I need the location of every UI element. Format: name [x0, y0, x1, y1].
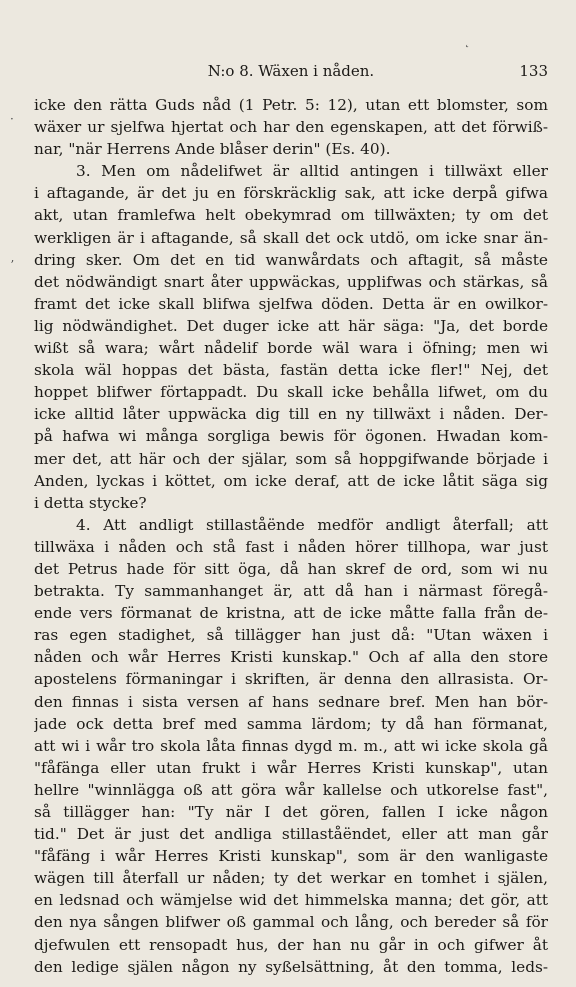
text-line: hoppet blifwer förtappadt. Du skall icke behålla lifwet, om du	[34, 383, 548, 402]
text-line: lig nödwändighet. Det duger icke att här säga: "Ja, det borde	[34, 316, 548, 335]
text-line: wäxer ur sjelfwa hjertat och har den egenskapen, att det förwiß-	[34, 118, 548, 137]
text-line: djefwulen ett rensopadt hus, der han nu går in och gifwer åt	[34, 935, 548, 954]
text-line: att wi i wår tro skola låta finnas dygd m. m., att wi icke skola gå	[34, 736, 548, 755]
text-line: den finnas i sista versen af hans sednare bref. Men han bör-	[34, 692, 548, 711]
text-line: jade ock detta bref med samma lärdom; ty då han förmanat,	[34, 714, 548, 733]
text-line: wißt så wara; wårt nådelif borde wäl wara i öfning; men wi	[34, 339, 548, 358]
text-line: Anden, lyckas i köttet, om icke deraf, att de icke låtit säga sig	[34, 471, 548, 490]
text-line: wägen till återfall ur nåden; ty det werkar en tomhet i själen,	[34, 869, 548, 888]
text-line: i aftagande, är det ju en förskräcklig sak, att icke derpå gifwa	[34, 184, 548, 203]
text-line: "fåfäng i wår Herres Kristi kunskap", som är den wanligaste	[34, 847, 548, 866]
text-line: det Petrus hade för sitt öga, då han skref de ord, som wi nu	[34, 559, 548, 578]
running-header	[34, 62, 548, 86]
text-line: tillwäxa i nåden och stå fast i nåden hörer tillhopa, war just	[34, 537, 548, 556]
text-line: tid." Det är just det andliga stillaståëndet, eller att man går	[34, 825, 548, 844]
text-line: icke alltid låter uppwäcka dig till en ny tillwäxt i nåden. Der-	[34, 405, 548, 424]
text-line: mer det, att här och der själar, som så hoppgifwande började i	[34, 449, 548, 468]
margin-speck: ·	[10, 112, 14, 126]
text-line: nåden och wår Herres Kristi kunskap." Och af alla den store	[34, 648, 548, 667]
text-line: "fåfänga eller utan frukt i wår Herres Kristi kunskap", utan	[34, 758, 548, 777]
margin-speck: ˛	[464, 34, 470, 48]
running-title: N:o 8. Wäxen i nåden.	[207, 62, 375, 80]
text-line: en ledsnad och wämjelse wid det himmelska manna; det gör, att	[34, 891, 548, 910]
text-line: werkligen är i aftagande, så skall det ock utdö, om icke snar än-	[34, 228, 548, 247]
text-line: hellre "winnlägga oß att göra wår kallelse och utkorelse fast",	[34, 780, 548, 799]
text-line: akt, utan framlefwa helt obekymrad om tillwäxten; ty om det	[34, 206, 548, 225]
paragraph-start-line: 3. Men om nådelifwet är alltid antingen i tillwäxt eller	[76, 162, 548, 181]
text-line: skola wäl hoppas det bästa, fastän detta icke fler!" Nej, det	[34, 361, 548, 380]
text-line: det nödwändigt snart åter uppwäckas, upplifwas och stärkas, så	[34, 272, 548, 291]
margin-speck: ʼ	[10, 258, 14, 272]
paragraph-start-line: 4. Att andligt stillaståënde medför andligt återfall; att	[76, 515, 548, 534]
text-line: icke den rätta Guds nåd (1 Petr. 5: 12), utan ett blomster, som	[34, 96, 548, 114]
text-line: i detta stycke?	[34, 493, 147, 512]
text-line: ende vers förmanat de kristna, att de icke måtte falla från de-	[34, 604, 548, 623]
text-line: så tillägger han: "Ty när I det gören, fallen I icke någon	[34, 803, 548, 821]
text-line: ras egen stadighet, så tillägger han just då: "Utan wäxen i	[34, 626, 548, 645]
text-line: framt det icke skall blifwa sjelfwa döden. Detta är en owilkor-	[34, 294, 548, 313]
body-text	[34, 94, 548, 978]
text-line: på hafwa wi många sorgliga bewis för ögonen. Hwadan kom-	[34, 427, 548, 446]
text-line: den nya sången blifwer oß gammal och lång, och bereder så för	[34, 913, 548, 932]
page-number: 133	[519, 62, 548, 80]
text-line: betrakta. Ty sammanhanget är, att då han i närmast föregå-	[34, 582, 548, 601]
text-line: den ledige själen någon ny syßelsättning, åt den tomma, leds-	[34, 957, 548, 976]
text-line: apostelens förmaningar i skriften, är denna den allrasista. Or-	[34, 670, 548, 689]
text-line: dring sker. Om det en tid wanwårdats och aftagit, så måste	[34, 250, 548, 269]
text-line: nar, "när Herrens Ande blåser derin" (Es. 40).	[34, 140, 391, 159]
